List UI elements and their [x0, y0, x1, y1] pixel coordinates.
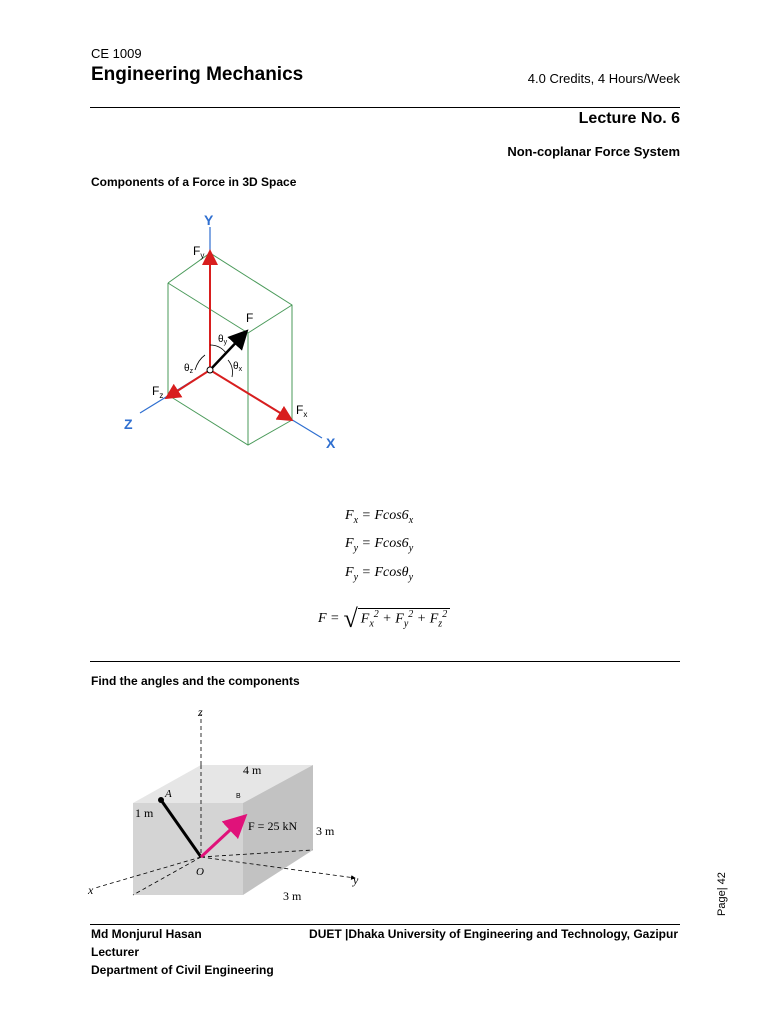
dim-3m-depth: 3 m: [283, 889, 302, 903]
point-b-label: B: [236, 793, 241, 800]
z-label: z: [198, 705, 203, 719]
problem-box-diagram: [85, 700, 385, 910]
lecture-number: Lecture No. 6: [578, 110, 680, 127]
dim-1m: 1 m: [135, 806, 154, 820]
f-vector: [210, 333, 245, 370]
theta-x-label: $\theta_x$: [233, 361, 243, 373]
origin-label: O: [196, 866, 204, 878]
y-label: y: [353, 873, 359, 887]
force-3d-diagram: [110, 205, 370, 460]
x-label: x: [88, 883, 94, 897]
footer-author-block: [91, 925, 274, 979]
z-axis-label: Z: [124, 416, 133, 432]
section-heading-components: Components of a Force in 3D Space: [91, 175, 297, 189]
footer-institution: DUET |Dhaka University of Engineering and Technology, Gazipur: [309, 927, 678, 941]
point-a: [158, 797, 164, 803]
section-heading-problem: Find the angles and the components: [91, 674, 300, 688]
course-title: Engineering Mechanics: [91, 64, 304, 85]
equation-fz: $F_y = Fcos\theta_y$: [345, 565, 414, 583]
equation-resultant: F = √ $F_x^2 + F_y^2 + F_z^2$: [318, 606, 450, 632]
dim-4m: 4 m: [243, 763, 262, 777]
fy-label: $F_y$: [193, 244, 205, 260]
equation-fy: $F_y = Fcos6_y$: [345, 536, 414, 554]
course-code: CE 1009: [91, 46, 142, 61]
lecture-topic: Non-coplanar Force System: [507, 144, 680, 159]
fz-label: $F_z$: [152, 384, 164, 400]
x-axis-label: X: [326, 435, 336, 451]
theta-y-label: $\theta_y$: [218, 334, 228, 346]
equation-fx: $F_x = Fcos6_x$: [345, 508, 414, 526]
fx-label: $F_x$: [296, 403, 308, 419]
sqrt-radicand: $F_x^2 + F_y^2 + F_z^2$: [358, 608, 450, 629]
f-label: F: [246, 311, 254, 325]
course-credits: 4.0 Credits, 4 Hours/Week: [527, 71, 680, 86]
force-label: F = 25 kN: [248, 819, 298, 833]
sqrt-sign: √: [343, 604, 358, 633]
author-name: Md Monjurul Hasan: [91, 927, 202, 941]
dim-3m-height: 3 m: [316, 824, 335, 838]
section-divider: [90, 661, 680, 662]
y-axis-label: Y: [204, 212, 214, 228]
page-number: Page| 42: [716, 872, 728, 916]
theta-z-label: $\theta_z$: [184, 363, 194, 375]
origin-point: [207, 367, 213, 373]
author-role: Lecturer: [91, 945, 140, 959]
fx-vector: [210, 370, 290, 419]
header-divider: [90, 107, 680, 108]
point-a-label: A: [165, 788, 172, 800]
author-department: Department of Civil Engineering: [91, 963, 274, 977]
